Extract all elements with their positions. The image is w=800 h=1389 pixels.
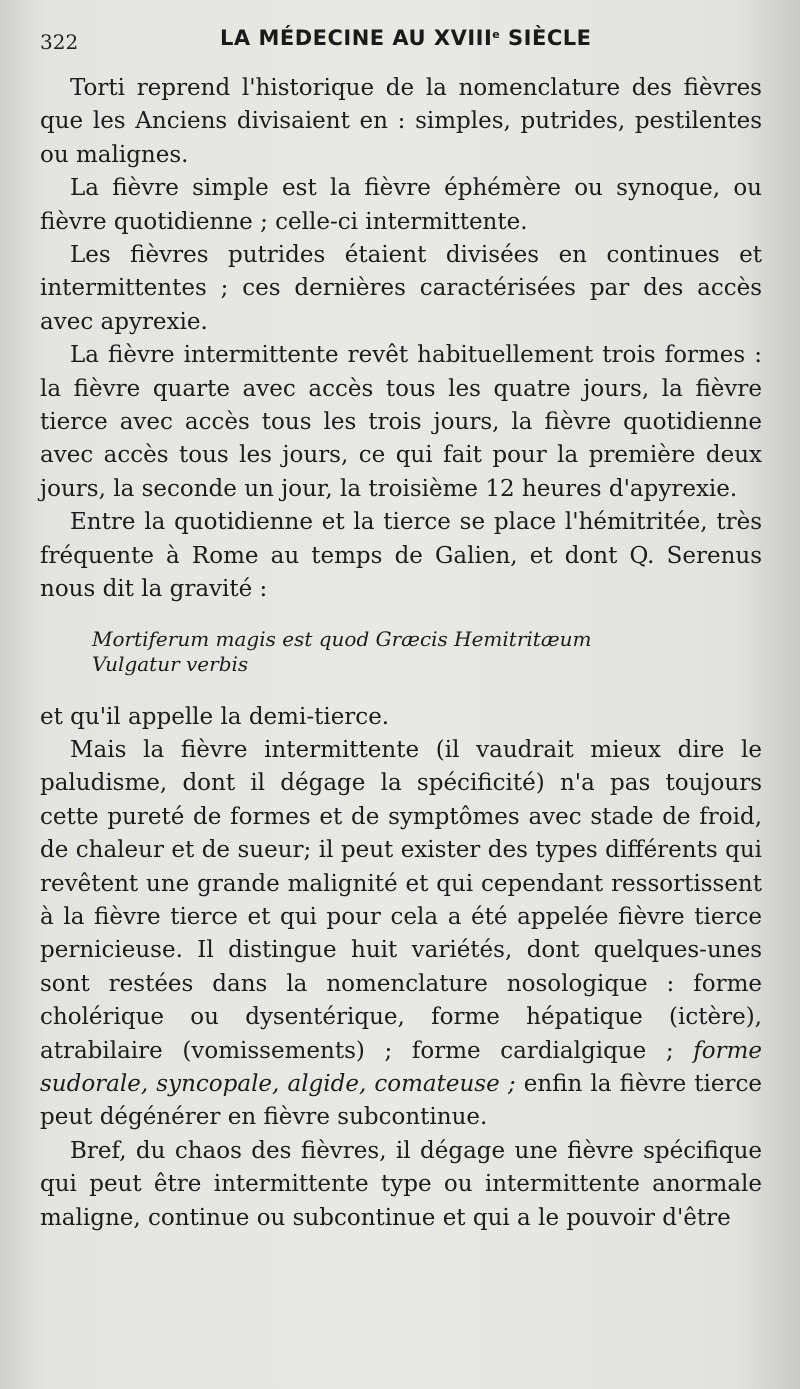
page-number: 322 [40, 30, 79, 54]
paragraph-fievre-intermittente: La fièvre intermittente revêt habituellement trois formes : la fièvre quarte avec accès tous les quatre jours, la fièvre tierce avec accès tous les trois jours, la fièvre quotidienne avec accès tous les jours, ce qui fait pour la première deux jours, la seconde un jour, la troisième 12 heures d'apyrexie. [40, 342, 762, 502]
paragraph-fievres-putrides: Les fièvres putrides étaient divisées en continues et intermittentes ; ces dernières caractérisées par des accès avec apyrexie. [40, 242, 762, 335]
quote-line-1: Mortiferum magis est quod Græcis Hemitritæum [92, 626, 592, 651]
paragraph-bref: Bref, du chaos des fièvres, il dégage une fièvre spécifique qui peut être intermittente type ou intermittente anormale maligne, continue ou subcontinue et qui a le pouvoir d'être [40, 1137, 762, 1231]
running-head-tail: SIÈCLE [500, 26, 592, 50]
running-head [220, 26, 591, 50]
page-header [40, 18, 760, 58]
quote-line-2: Vulgatur verbis [92, 651, 249, 676]
paragraph-hemitritee: Entre la quotidienne et la tierce se place l'hémitritée, très fréquente à Rome au temps de Galien, et dont Q. Serenus nous dit la gravité : [40, 509, 762, 603]
body-text [40, 72, 762, 1235]
paragraph-fievre-simple: La fièvre simple est la fièvre éphémère ou synoque, ou fièvre quotidienne ; celle-ci intermittente. [40, 175, 762, 235]
running-head-main: LA MÉDECINE AU XVIII [220, 26, 493, 50]
latin-quote [92, 627, 762, 677]
mais-text-after: enfin la fièvre tierce peut dégénérer en fièvre subcontinue. [40, 1070, 763, 1131]
paragraph-torti: Torti reprend l'historique de la nomenclature des fièvres que les Anciens divisaient en : simples, putrides, pestilentes ou malignes. [40, 75, 762, 168]
mais-text-before: Mais la fièvre intermittente (il vaudrait mieux dire le paludisme, dont il dégage la spécificité) n'a pas toujours cette pureté de formes et de symptômes avec stade de froid, de chaleur et de sueur; il peut exister des types différents qui revêtent une grande malignité et qui cependant ressortissent à la fièvre tierce et qui pour cela a été appelée fièvre tierce pernicieuse. Il distingue huit variétés, dont quelques-unes sont restées dans la nomenclature nosologique : forme cholérique ou dysentérique, forme hépatique (ictère), atrabilaire (vomissements) ; forme cardialgique ; [40, 736, 762, 1064]
paragraph-mais [40, 734, 762, 1135]
paragraph-continuation: et qu'il appelle la demi-tierce. [40, 703, 390, 730]
mais-text-italic: forme sudorale, syncopale, algide, comateuse ; [40, 1037, 762, 1097]
running-head-superscript: e [492, 28, 501, 41]
